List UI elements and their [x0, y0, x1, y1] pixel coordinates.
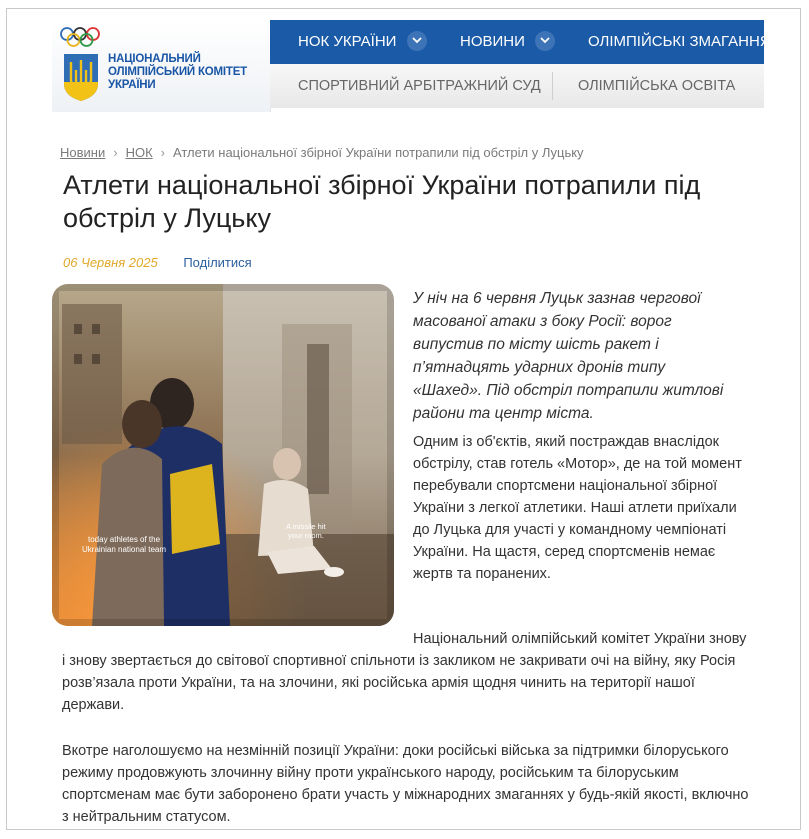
share-link[interactable]: Поділитися	[183, 255, 252, 270]
chevron-down-icon[interactable]	[407, 31, 427, 51]
nav-item-news[interactable]	[460, 20, 555, 64]
site-header	[52, 20, 771, 112]
chevron-right-icon: ›	[160, 145, 165, 160]
image-caption-left-line2: Ukrainian national team	[82, 545, 167, 554]
nav-item-label: ОЛІМПІЙСЬКІ ЗМАГАННЯ	[588, 33, 771, 50]
image-caption-right-line1: A missile hit	[286, 522, 326, 531]
image-caption-right-line2: your room.	[288, 531, 324, 540]
article-meta	[63, 255, 252, 270]
nav-divider	[552, 72, 553, 100]
olympic-rings-icon	[59, 26, 101, 48]
image-caption-left-line1: today athletes of the	[88, 535, 161, 544]
breadcrumb-current: Атлети національної збірної України потрапили під обстріл у Луцьку	[173, 145, 584, 160]
breadcrumb-link-news[interactable]: Новини	[60, 145, 106, 160]
breadcrumb	[60, 145, 584, 160]
chevron-right-icon: ›	[113, 145, 118, 160]
logo-text	[108, 53, 268, 92]
article-paragraph-2-text: Національний олімпійський комітет України знову і знову звертається до світової спортивної спільноти із закликом не закривати очі на війну, яку Росія розв’язала проти України, та на злочини, які російська армія щодня чинить на території нашої держави.	[62, 631, 747, 713]
page-title: Атлети національної збірної України потрапили під обстріл у Луцьку	[63, 170, 701, 233]
article-image-illustration	[52, 284, 394, 626]
nav-item-noc-ukraine[interactable]	[298, 20, 427, 64]
article-paragraph-1: Одним із об'єктів, який постраждав внаслідок обстрілу, став готель «Мотор», де на той момент перебували спортсмени національної збірної України з легкої атлетики. Наші атлети приїхали до Луцька для участі у командному чемпіонаті України. На щастя, серед спортсменів немає жертв та поранених.	[413, 434, 742, 582]
article-lead: У ніч на 6 червня Луцьк зазнав чергової масованої атаки з боку Росії: ворог випустив по місту шість ракет і п’ятнадцять ударних дронів типу «Шахед». Під обстріл потрапили житлові райони та центр міста.	[413, 290, 724, 422]
article-image	[52, 284, 394, 626]
article-paragraph-3: Вкотре наголошуємо на незмінній позиції України: доки російські війська за підтримки білоруського режиму продовжують злочинну війну проти українського народу, російським та білоруським спортсменам має бути заборонено брати участь у міжнародних змаганнях у будь-якій якості, включно з нейтральним статусом.	[62, 743, 749, 825]
nav-item-label: НОК УКРАЇНИ	[298, 33, 397, 50]
site-logo[interactable]	[52, 20, 271, 112]
main-nav	[270, 20, 771, 64]
nav-item-olympic-education[interactable]: ОЛІМПІЙСЬКА ОСВІТА	[578, 78, 736, 94]
logo-line-3: УКРАЇНИ	[108, 79, 156, 91]
breadcrumb-link-noc[interactable]: НОК	[125, 145, 153, 160]
secondary-nav	[270, 64, 764, 108]
chevron-down-icon[interactable]	[535, 31, 555, 51]
page-frame	[6, 8, 801, 830]
article-date: 06 Червня 2025	[63, 255, 158, 270]
nav-item-sports-arbitration[interactable]: СПОРТИВНИЙ АРБІТРАЖНИЙ СУД	[298, 78, 541, 94]
nav-item-olympic-games[interactable]	[588, 20, 771, 64]
nav-item-label: НОВИНИ	[460, 33, 525, 50]
logo-line-2: ОЛІМПІЙСЬКИЙ КОМІТЕТ	[108, 66, 248, 78]
article-paragraph-2	[62, 628, 752, 716]
trident-shield-icon	[61, 52, 101, 102]
logo-line-1: НАЦІОНАЛЬНИЙ	[108, 53, 201, 65]
